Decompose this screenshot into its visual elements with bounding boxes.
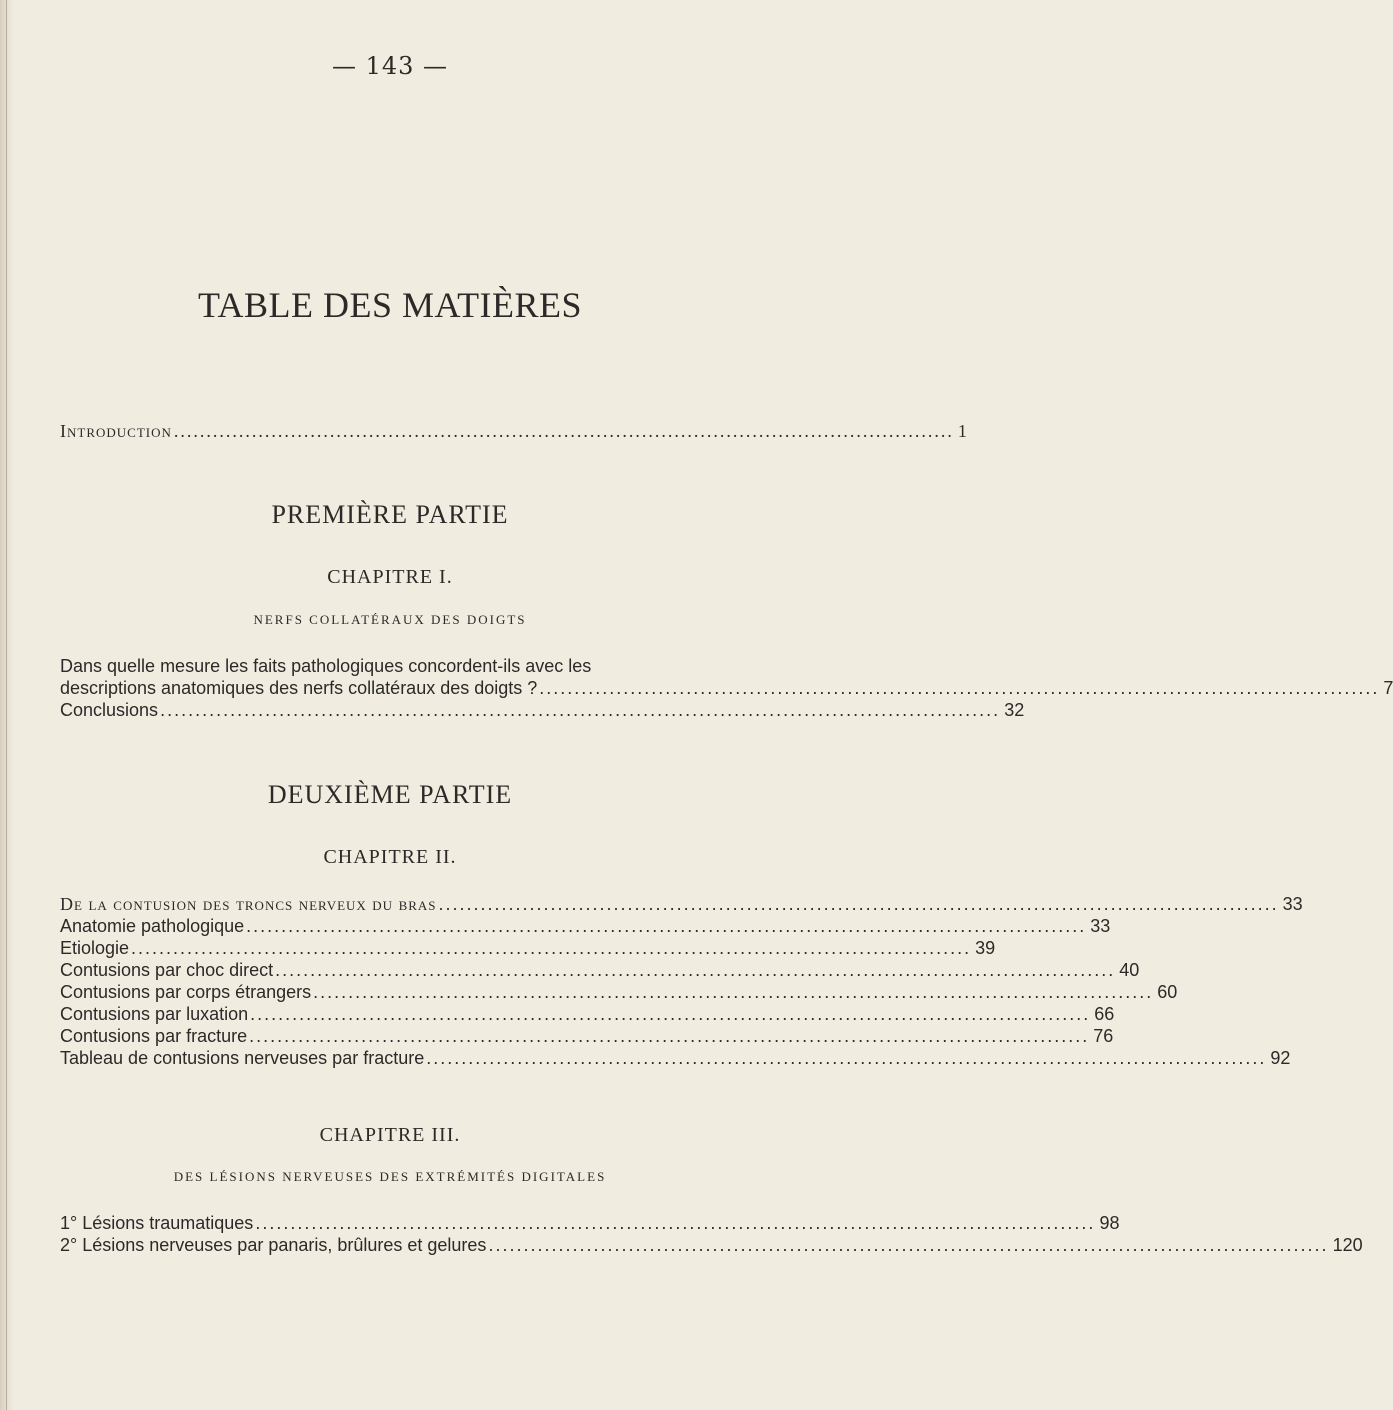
toc-leader-dots: ........................................................................................................................ [249, 1026, 1090, 1046]
toc-leader-dots: ........................................................................................................................ [313, 982, 1154, 1002]
toc-entry-label: Contusions par choc direct [60, 960, 274, 980]
toc-entry-page: 76 [1093, 1026, 1114, 1046]
toc-leader-dots: ........................................................................................................................ [131, 938, 972, 958]
page-title: TABLE DES MATIÈRES [197, 285, 583, 325]
toc-entry-page: 92 [1270, 1048, 1291, 1068]
toc-entry-page: 33 [1282, 894, 1303, 914]
toc-entry-label: 2° Lésions nerveuses par panaris, brûlures et gelures [60, 1235, 487, 1255]
toc-entry-page: 66 [1094, 1004, 1115, 1024]
toc-entry-page: 32 [1004, 700, 1025, 720]
toc-entry-label: Introduction [60, 421, 172, 441]
toc-entry-label: Anatomie pathologique [60, 916, 245, 936]
toc-entry-label: Contusions par corps étrangers [60, 982, 312, 1002]
toc-entry-introduction [60, 420, 967, 442]
toc-entry-fracture [60, 1025, 1114, 1047]
toc-entry-anatomie [60, 915, 1111, 937]
toc-entry-luxation [60, 1003, 1115, 1025]
toc-entry-etiologie [60, 937, 996, 959]
toc-leader-dots: ........................................................................................................................ [438, 894, 1279, 914]
chapter-title-2: CHAPITRE II. [323, 846, 457, 868]
page-binding-shadow [0, 0, 14, 1410]
toc-entry-contusion-bras [60, 893, 1303, 915]
toc-entry-page: 39 [975, 938, 996, 958]
chapter-subtitle-3: DES LÉSIONS NERVEUSES DES EXTRÉMITÉS DIGITALES [173, 1169, 607, 1184]
toc-entry-corps-etrangers [60, 981, 1178, 1003]
toc-leader-dots: ........................................................................................................................ [539, 678, 1380, 698]
chapter-title-3: CHAPITRE III. [319, 1124, 461, 1146]
part-title-2: DEUXIÈME PARTIE [267, 780, 513, 809]
toc-entry-page: 1 [957, 421, 967, 441]
toc-entry-page: 120 [1332, 1235, 1363, 1255]
toc-entry-tableau [60, 1047, 1291, 1069]
toc-entry-label: descriptions anatomiques des nerfs collatéraux des doigts ? [60, 678, 538, 698]
toc-leader-dots: ........................................................................................................................ [250, 1004, 1091, 1024]
toc-entry-label: Contusions par luxation [60, 1004, 249, 1024]
toc-entry-label: Etiologie [60, 938, 130, 958]
toc-entry-label: Contusions par fracture [60, 1026, 248, 1046]
toc-entry-page: 40 [1119, 960, 1140, 980]
toc-leader-dots: ........................................................................................................................ [160, 700, 1001, 720]
toc-leader-dots: ........................................................................................................................ [173, 421, 954, 441]
toc-entry-page: 33 [1090, 916, 1111, 936]
toc-leader-dots: ........................................................................................................................ [275, 960, 1116, 980]
toc-entry-choc-direct [60, 959, 1140, 981]
toc-entry-page: 98 [1099, 1213, 1120, 1233]
toc-entry-page: 60 [1157, 982, 1178, 1002]
toc-entry-descriptions [60, 677, 1393, 699]
chapter-title-1: CHAPITRE I. [327, 566, 453, 588]
toc-leader-dots: ........................................................................................................................ [488, 1235, 1329, 1255]
toc-entry-label: Conclusions [60, 700, 159, 720]
toc-entry-lesions-traumatiques [60, 1212, 1120, 1234]
toc-entry-lesions-nerveuses [60, 1234, 1363, 1256]
toc-leader-dots: ........................................................................................................................ [246, 916, 1087, 936]
toc-entry-label: Tableau de contusions nerveuses par fracture [60, 1048, 425, 1068]
toc-leader-dots: ........................................................................................................................ [255, 1213, 1096, 1233]
toc-entry-conclusions [60, 699, 1025, 721]
toc-entry-page: 7 [1383, 678, 1393, 698]
toc-entry-line1: Dans quelle mesure les faits pathologiques concordent-ils avec les [60, 656, 592, 676]
toc-entry-label: De la contusion des troncs nerveux du bras [60, 894, 437, 914]
page-binding-line [6, 0, 7, 1410]
page-number: — 143 — [331, 52, 449, 80]
chapter-subtitle-1: NERFS COLLATÉRAUX DES DOIGTS [253, 612, 527, 627]
toc-leader-dots: ........................................................................................................................ [426, 1048, 1267, 1068]
toc-entry-label: 1° Lésions traumatiques [60, 1213, 254, 1233]
part-title-1: PREMIÈRE PARTIE [271, 500, 509, 529]
